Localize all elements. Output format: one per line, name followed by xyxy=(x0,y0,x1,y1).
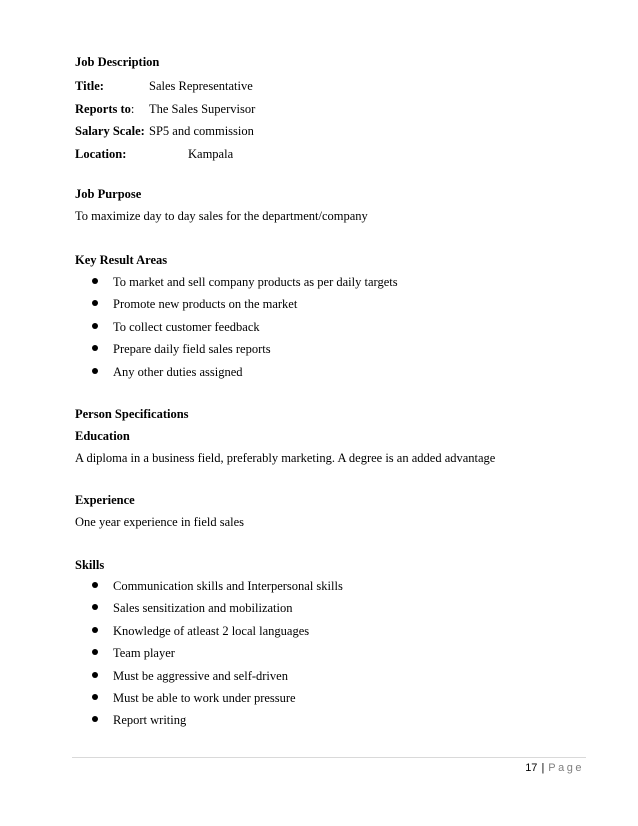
education-heading: Education xyxy=(75,429,130,443)
list-item-text: Must be able to work under pressure xyxy=(113,690,296,705)
page-word: Page xyxy=(548,762,584,774)
list-item-text: Promote new products on the market xyxy=(113,297,298,312)
list-item xyxy=(75,364,398,386)
skills-heading: Skills xyxy=(75,558,105,572)
bullet-icon xyxy=(92,649,98,655)
footer-separator: | xyxy=(541,762,545,774)
list-item xyxy=(75,341,398,363)
list-item xyxy=(75,296,398,318)
bullet-icon xyxy=(92,716,98,722)
list-item-text: Team player xyxy=(113,646,175,661)
salary-scale-label: Salary Scale: xyxy=(75,124,145,138)
job-purpose-text: To maximize day to day sales for the department/company xyxy=(75,209,368,223)
title-value: Sales Representative xyxy=(149,79,253,93)
location-value: Kampala xyxy=(188,147,234,161)
list-item-text: Knowledge of atleast 2 local languages xyxy=(113,623,310,638)
location-label: Location: xyxy=(75,147,127,161)
key-result-areas-list xyxy=(75,274,398,386)
bullet-icon xyxy=(92,604,98,610)
reports-to-label-text: Reports to xyxy=(75,102,131,116)
job-purpose-heading: Job Purpose xyxy=(75,187,142,201)
bullet-icon xyxy=(92,627,98,633)
list-item xyxy=(75,319,398,341)
list-item-text: Sales sensitization and mobilization xyxy=(113,601,293,616)
skills-list xyxy=(75,578,343,735)
page-footer xyxy=(525,762,584,774)
bullet-icon xyxy=(92,345,98,351)
experience-text: One year experience in field sales xyxy=(75,515,245,529)
bullet-icon xyxy=(92,582,98,588)
reports-to-value: The Sales Supervisor xyxy=(149,102,256,116)
list-item xyxy=(75,578,343,600)
bullet-icon xyxy=(92,694,98,700)
page-number: 17 xyxy=(525,762,538,774)
bullet-icon xyxy=(92,323,98,329)
list-item xyxy=(75,623,343,645)
bullet-icon xyxy=(92,672,98,678)
list-item xyxy=(75,668,343,690)
list-item xyxy=(75,690,343,712)
list-item xyxy=(75,274,398,296)
list-item-text: Communication skills and Interpersonal skills xyxy=(113,579,343,593)
reports-to-label xyxy=(75,101,134,117)
key-result-areas-heading: Key Result Areas xyxy=(75,253,168,267)
list-item-text: Any other duties assigned xyxy=(113,364,243,379)
list-item-text: To collect customer feedback xyxy=(113,319,260,334)
list-item xyxy=(75,712,343,734)
list-item-text: Must be aggressive and self-driven xyxy=(113,668,288,683)
list-item-text: To market and sell company products as per daily targets xyxy=(113,275,398,289)
list-item-text: Report writing xyxy=(113,713,187,728)
bullet-icon xyxy=(92,278,98,284)
document-title: Job Description xyxy=(75,55,160,69)
list-item-text: Prepare daily field sales reports xyxy=(113,342,271,357)
reports-to-colon: : xyxy=(130,102,135,116)
list-item xyxy=(75,600,343,622)
list-item xyxy=(75,645,343,667)
experience-heading: Experience xyxy=(75,493,135,507)
salary-scale-value: SP5 and commission xyxy=(149,124,254,138)
bullet-icon xyxy=(92,368,98,374)
title-label: Title: xyxy=(75,79,104,93)
education-text: A diploma in a business field, preferably marketing. A degree is an added advantage xyxy=(75,451,496,465)
bullet-icon xyxy=(92,300,98,306)
footer-divider xyxy=(72,757,586,758)
person-specifications-heading: Person Specifications xyxy=(75,407,189,421)
